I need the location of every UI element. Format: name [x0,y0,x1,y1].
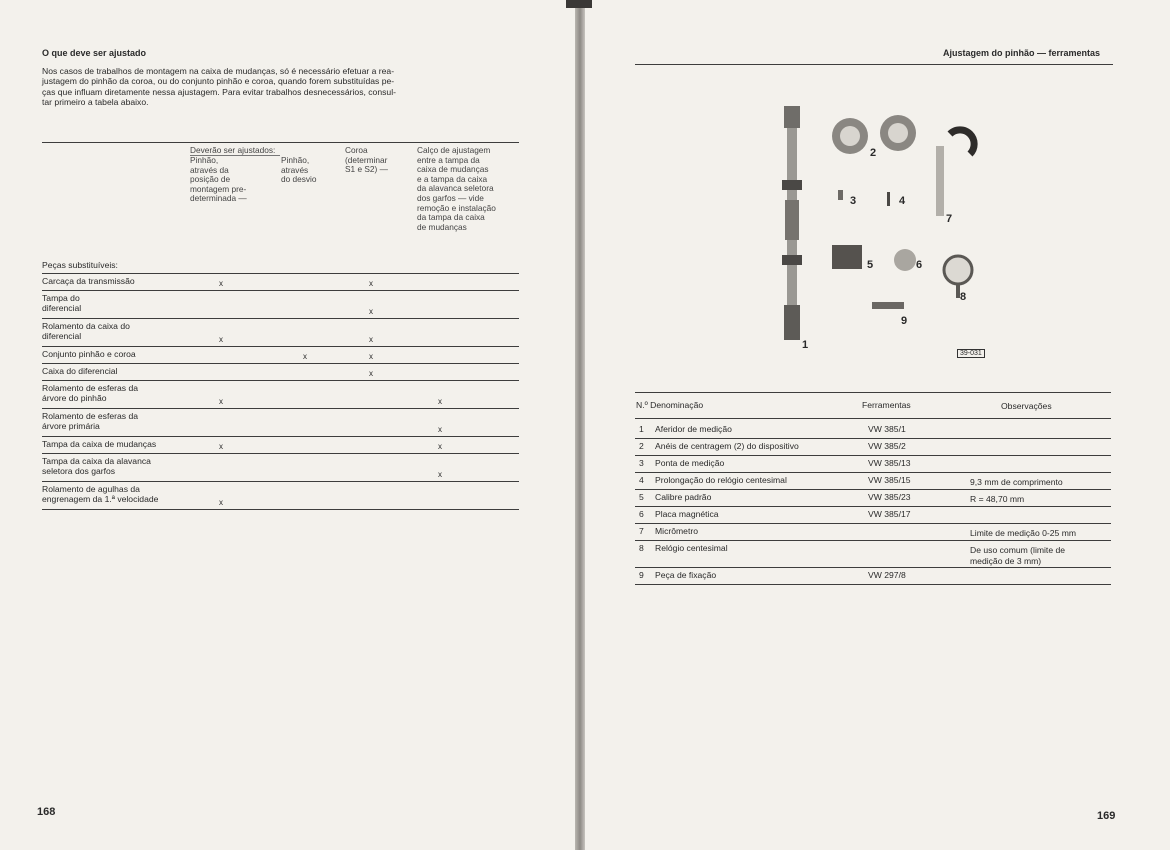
col-header-calco [417,146,496,232]
col-header-line: da tampa da caixa [417,212,485,223]
tool-name-line: Anéis de centragem (2) do dispositivo [655,441,799,451]
check-mark: x [369,335,373,344]
intro-line: justagem do pinhão da coroa, ou do conjunto pinhão e coroa, quando forem substituídas pe- [42,76,395,87]
col-header-line: da alavanca seletora [417,183,494,194]
dial-extension [887,192,890,206]
check-mark: x [303,352,307,361]
col-header-line: remoção e instalação [417,202,496,213]
row-rule [42,509,519,510]
part-label [42,439,518,449]
tool-name-line: Placa magnética [655,509,719,519]
row-rule [42,363,519,364]
check-mark: x [219,498,223,507]
tool-number: 6 [639,509,644,519]
tool-code: VW 385/15 [868,475,911,485]
tools-row-rule [635,540,1111,541]
part-label-line: diferencial [42,331,82,341]
observation-line: R = 48,70 mm [970,494,1025,504]
callout-number: 9 [901,315,908,327]
check-mark: x [438,470,442,479]
tool-number: 5 [639,492,644,502]
row-rule [42,380,519,381]
col-header-line: posição de [190,174,231,185]
tools-row-rule [635,567,1111,568]
right-page-title: Ajustagem do pinhão — ferramentas [943,48,1101,58]
part-label-line: Rolamento de agulhas da [42,484,140,494]
callout-number: 5 [867,259,874,271]
part-label-line: Tampa da caixa da alavanca [42,456,151,466]
tool-name [655,492,711,503]
tool-name [655,475,787,486]
col-header-line: através [281,164,309,175]
tools-header-observacoes: Observações [1001,401,1052,411]
page-number-left: 168 [37,806,56,818]
tool-code: VW 385/13 [868,458,911,468]
check-mark: x [438,397,442,406]
tool-number: 3 [639,458,644,468]
tools-header-denominacao: N.º Denominação [636,400,704,410]
intro-paragraph [42,66,472,108]
callout-number: 2 [870,147,877,159]
tool-name-line: Relógio centesimal [655,543,728,553]
observation-line: Limite de medição 0-25 mm [970,528,1077,538]
row-rule [42,481,519,482]
tool-name-line: Aferidor de medição [655,424,732,434]
col-header-line: Calço de ajustagem [417,145,491,155]
tool-name [655,543,728,554]
binding-clip [566,0,592,8]
dial-indicator [944,256,972,298]
col-header-pinhao-desvio [281,156,317,185]
tools-row-rule [635,438,1111,439]
part-label [42,383,518,403]
callout-number: 6 [916,259,923,271]
check-mark: x [369,352,373,361]
callout-number: 4 [899,195,906,207]
part-label-line: engrenagem da 1.ª velocidade [42,494,159,504]
tools-row-rule [635,472,1111,473]
check-mark: x [438,442,442,451]
figure-code: 39-031 [957,349,985,358]
col-header-line: Coroa [345,145,368,155]
tool-observation [970,494,1024,505]
tool-observation [970,477,1063,488]
observation-line: 9,3 mm de comprimento [970,477,1063,487]
tools-header-ferramentas: Ferramentas [862,400,911,410]
tool-code: VW 385/1 [868,424,906,434]
part-label [42,349,518,359]
measuring-gauge-tool [782,106,802,340]
tool-name-line: Micrômetro [655,526,698,536]
part-label [42,411,518,431]
tools-figure [770,100,1010,360]
page-number-right: 169 [1097,810,1116,822]
check-mark: x [369,369,373,378]
part-label-line: Conjunto pinhão e coroa [42,349,136,359]
col-header-line: de mudanças [417,221,467,232]
tools-row-rule [635,489,1111,490]
check-mark: x [369,307,373,316]
check-mark: x [438,425,442,434]
group-header: Deverão ser ajustados: [190,145,276,155]
callout-number: 3 [850,195,857,207]
tools-row-rule [635,506,1111,507]
tools-row-rule [635,584,1111,585]
col-header-line: determinada — [190,193,247,204]
part-label-line: árvore primária [42,421,100,431]
check-mark: x [369,279,373,288]
part-label [42,456,518,476]
part-label [42,321,518,341]
col-header-line: dos garfos — vide [417,192,484,203]
magnetic-plate [894,249,916,271]
intro-line: ças que influam diretamente nessa ajustagem. Para evitar trabalhos desnecessários, consul- [42,86,396,97]
fixing-piece [872,302,904,309]
col-header-line: caixa de mudanças [417,164,489,175]
col-header-line: através da [190,164,229,175]
col-header-line: e a tampa da caixa [417,173,488,184]
tool-number: 1 [639,424,644,434]
header-rule [635,64,1113,65]
row-rule [42,408,519,409]
tool-observation [970,528,1076,539]
observation-line: medição de 3 mm) [970,555,1042,566]
row-rule [42,436,519,437]
part-label-line: Tampa do [42,293,80,303]
tools-row-rule [635,455,1111,456]
col-header-line: (determinar [345,154,388,165]
tool-name-line: Prolongação do relógio centesimal [655,475,787,485]
tool-name [655,458,724,469]
row-rule [42,273,519,274]
tool-name-line: Ponta de medição [655,458,725,468]
rows-caption: Peças substituíveis: [42,260,118,270]
section-title: O que deve ser ajustado [42,48,147,58]
callout-number: 8 [960,291,967,303]
col-header-line: S1 e S2) — [345,164,388,175]
col-header-line: Pinhão, [190,155,219,165]
tool-name [655,424,732,435]
callout-number: 7 [946,213,953,225]
tool-code: VW 297/8 [868,570,906,580]
tool-number: 7 [639,526,644,536]
col-header-line: montagem pre- [190,183,247,194]
observation-line: De uso comum (limite de [970,545,1066,555]
row-rule [42,290,519,291]
part-label [42,293,518,313]
part-label-line: seletora dos garfos [42,466,116,476]
tool-number: 4 [639,475,644,485]
part-label [42,484,518,504]
part-label-line: árvore do pinhão [42,393,107,403]
col-header-pinhao-pre [190,156,247,204]
row-rule [42,318,519,319]
col-header-line: do desvio [281,174,317,185]
part-label-line: Tampa da caixa de mudanças [42,439,157,449]
tool-name-line: Peça de fixação [655,570,717,580]
row-rule [42,346,519,347]
book-gutter [575,0,585,850]
tool-observation [970,545,1065,566]
tool-name [655,441,799,452]
standard-gauge [832,245,862,269]
check-mark: x [219,335,223,344]
tool-name-line: Calibre padrão [655,492,712,502]
part-label-line: Caixa do diferencial [42,366,118,376]
callout-number: 1 [802,339,809,351]
part-label-line: diferencial [42,303,82,313]
part-label [42,366,518,376]
measuring-tip [838,190,843,200]
part-label-line: Rolamento da caixa do [42,321,130,331]
col-header-coroa [345,146,388,175]
micrometer [936,130,974,216]
tool-number: 2 [639,441,644,451]
tools-row-rule [635,523,1111,524]
col-header-line: Pinhão, [281,155,310,165]
check-mark: x [219,279,223,288]
tools-header-rule [635,418,1111,419]
part-label-line: Rolamento de esferas da [42,411,139,421]
row-rule [42,453,519,454]
tool-name [655,509,719,520]
tool-code: VW 385/17 [868,509,911,519]
check-mark: x [219,397,223,406]
check-mark: x [219,442,223,451]
tool-name [655,526,698,537]
col-header-line: entre a tampa da [417,154,480,165]
tool-code: VW 385/23 [868,492,911,502]
table-top-rule [42,142,519,143]
intro-line: Nos casos de trabalhos de montagem na caixa de mudanças, só é necessário efetuar a rea- [42,66,395,76]
tool-code: VW 385/2 [868,441,906,451]
tools-table-top-rule [635,392,1111,393]
tool-number: 8 [639,543,644,553]
tool-name [655,570,716,581]
part-label-line: Rolamento de esferas da [42,383,139,393]
part-label [42,276,518,286]
part-label-line: Carcaça da transmissão [42,276,135,286]
tool-number: 9 [639,570,644,580]
intro-line: tar primeiro a tabela abaixo. [42,97,149,108]
